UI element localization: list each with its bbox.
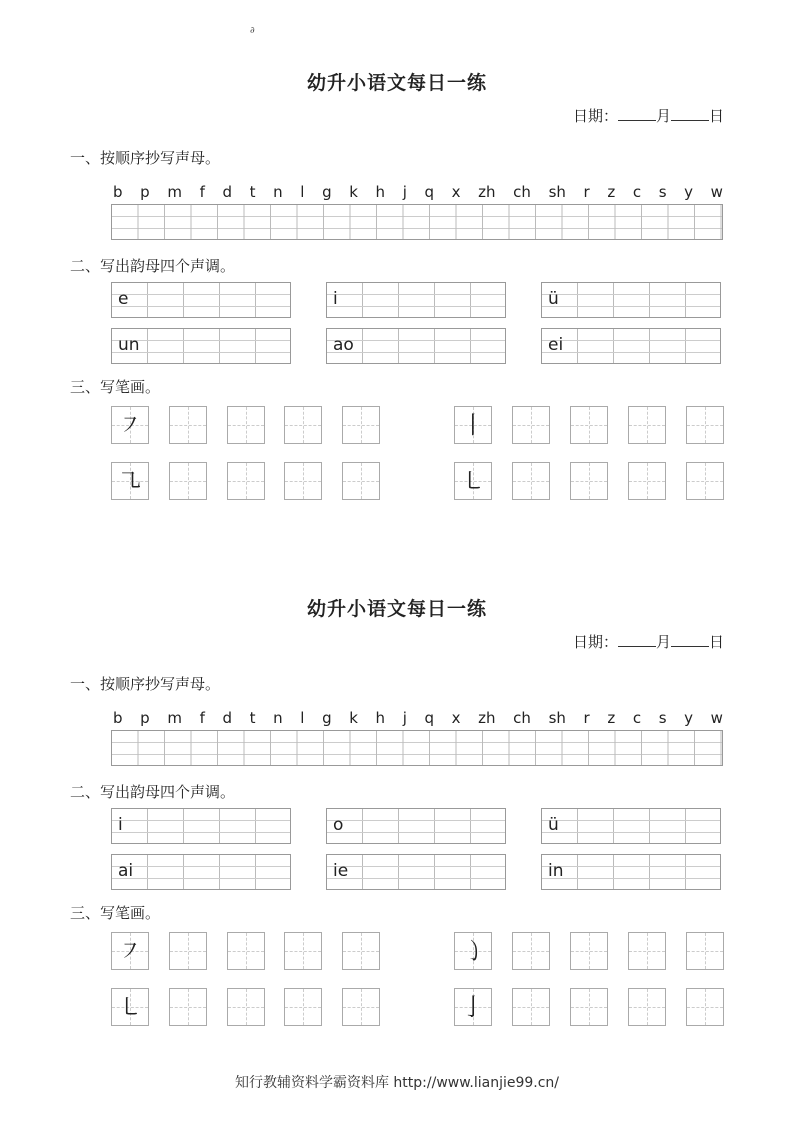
initial: h [375, 709, 386, 727]
vowel-label: i [118, 815, 123, 835]
vowel-label: ao [333, 335, 354, 355]
stroke-cell[interactable] [342, 406, 380, 444]
stroke-cell[interactable] [454, 932, 492, 970]
stroke-sample: ㇇ [118, 937, 142, 965]
month-label: 月 [655, 633, 671, 651]
initial: ch [513, 709, 531, 727]
initial: p [140, 183, 150, 201]
vowel-label: i [333, 289, 338, 309]
initial: ch [513, 183, 531, 201]
stroke-cell[interactable] [570, 462, 608, 500]
initial: t [249, 183, 256, 201]
initial: q [424, 709, 435, 727]
worksheet-1 [0, 0, 794, 520]
initial: w [710, 183, 723, 201]
stroke-sample: ㇇ [118, 411, 142, 439]
initial: d [222, 709, 232, 727]
initial: p [140, 709, 150, 727]
stroke-cell[interactable] [454, 406, 492, 444]
section-3-heading: 三、写笔画。 [70, 378, 161, 396]
stroke-cell[interactable] [227, 406, 265, 444]
date-line [573, 631, 724, 652]
vowel-writing-box[interactable] [111, 328, 291, 364]
initial: f [199, 709, 205, 727]
stroke-cell[interactable] [570, 988, 608, 1026]
initial: t [249, 709, 256, 727]
stroke-cell[interactable] [570, 932, 608, 970]
stroke-cell[interactable] [454, 988, 492, 1026]
stroke-cell[interactable] [512, 462, 550, 500]
section-2-heading: 二、写出韵母四个声调。 [70, 257, 236, 275]
vowel-writing-box[interactable] [541, 854, 721, 890]
initial: c [632, 183, 642, 201]
initial: y [684, 709, 694, 727]
vowel-label: o [333, 815, 344, 835]
vowel-writing-box[interactable] [111, 854, 291, 890]
section-2-heading: 二、写出韵母四个声调。 [70, 783, 236, 801]
stroke-cell[interactable] [454, 462, 492, 500]
stroke-cell[interactable] [512, 406, 550, 444]
vowel-label: ie [333, 861, 349, 881]
stroke-cell[interactable] [227, 988, 265, 1026]
vowel-label: ai [118, 861, 134, 881]
initial: x [451, 709, 461, 727]
initial: n [273, 183, 283, 201]
initial: q [424, 183, 435, 201]
initial: j [402, 183, 407, 201]
initial: k [349, 709, 358, 727]
month-blank[interactable] [618, 635, 656, 647]
vowel-label: e [118, 289, 129, 309]
vowel-writing-box[interactable] [111, 282, 291, 318]
vowel-writing-box[interactable] [326, 808, 506, 844]
vowel-label: ü [548, 815, 559, 835]
section-3-heading: 三、写笔画。 [70, 904, 161, 922]
stroke-cell[interactable] [628, 462, 666, 500]
initial: b [113, 183, 123, 201]
initials-copy-grid[interactable] [111, 730, 723, 766]
initial: h [375, 183, 386, 201]
vowel-writing-box[interactable] [326, 854, 506, 890]
initial: m [167, 183, 182, 201]
stroke-cell[interactable] [169, 988, 207, 1026]
stroke-cell[interactable] [628, 406, 666, 444]
initial: l [300, 183, 305, 201]
stroke-cell[interactable] [169, 932, 207, 970]
month-label: 月 [655, 107, 671, 125]
initial: r [583, 709, 590, 727]
vowel-label: in [548, 861, 564, 881]
date-label: 日期： [572, 633, 618, 651]
stroke-cell[interactable] [628, 988, 666, 1026]
corner-mark: ∂ [250, 26, 255, 36]
vowel-writing-box[interactable] [326, 328, 506, 364]
stroke-cell[interactable] [342, 988, 380, 1026]
stroke-cell[interactable] [169, 406, 207, 444]
initial: sh [548, 183, 566, 201]
initial: z [607, 709, 616, 727]
initial: w [710, 709, 723, 727]
stroke-cell[interactable] [686, 988, 724, 1026]
worksheet-title: 幼升小语文每日一练 [306, 598, 487, 620]
stroke-cell[interactable] [227, 932, 265, 970]
initial: zh [478, 183, 496, 201]
stroke-cell[interactable] [111, 462, 149, 500]
initial: j [402, 709, 407, 727]
stroke-cell[interactable] [628, 932, 666, 970]
initial: z [607, 183, 616, 201]
initial: m [167, 709, 182, 727]
stroke-cell[interactable] [686, 406, 724, 444]
stroke-sample: ㇄ [118, 993, 142, 1021]
stroke-cell[interactable] [342, 462, 380, 500]
initial: zh [478, 709, 496, 727]
stroke-cell[interactable] [570, 406, 608, 444]
day-label: 日 [708, 107, 724, 125]
initial: f [199, 183, 205, 201]
stroke-sample: ㇈ [118, 467, 142, 495]
stroke-cell[interactable] [512, 988, 550, 1026]
stroke-cell[interactable] [686, 932, 724, 970]
day-blank[interactable] [671, 635, 709, 647]
stroke-cell[interactable] [111, 932, 149, 970]
initial: b [113, 709, 123, 727]
stroke-cell[interactable] [111, 988, 149, 1026]
date-label: 日期： [572, 107, 618, 125]
stroke-cell[interactable] [342, 932, 380, 970]
stroke-sample: 丨 [461, 411, 485, 439]
stroke-cell[interactable] [284, 932, 322, 970]
date-line [573, 105, 724, 126]
initial: s [658, 183, 667, 201]
worksheet-title: 幼升小语文每日一练 [306, 72, 487, 94]
initial: r [583, 183, 590, 201]
stroke-cell[interactable] [284, 988, 322, 1026]
initial: y [684, 183, 694, 201]
footer-source: 知行教辅资料学霸资料库 http://www.lianjie99.cn/ [234, 1075, 560, 1091]
stroke-sample: 亅 [461, 993, 485, 1021]
initial: x [451, 183, 461, 201]
month-blank[interactable] [618, 109, 656, 121]
stroke-sample: ㇄ [461, 467, 485, 495]
vowel-writing-box[interactable] [541, 808, 721, 844]
stroke-cell[interactable] [686, 462, 724, 500]
initial: n [273, 709, 283, 727]
vowel-label: ü [548, 289, 559, 309]
initial: g [322, 183, 332, 201]
initial: c [632, 709, 642, 727]
vowel-writing-box[interactable] [326, 282, 506, 318]
initial: sh [548, 709, 566, 727]
vowel-label: un [118, 335, 140, 355]
initials-copy-grid[interactable] [111, 204, 723, 240]
initial: s [658, 709, 667, 727]
stroke-cell[interactable] [111, 406, 149, 444]
stroke-cell[interactable] [284, 406, 322, 444]
initial: g [322, 709, 332, 727]
initials-row [113, 709, 723, 727]
vowel-writing-box[interactable] [541, 282, 721, 318]
initial: k [349, 183, 358, 201]
stroke-cell[interactable] [169, 462, 207, 500]
initial: d [222, 183, 232, 201]
initial: l [300, 709, 305, 727]
initials-row [113, 183, 723, 201]
section-1-heading: 一、按顺序抄写声母。 [70, 149, 221, 167]
day-blank[interactable] [671, 109, 709, 121]
day-label: 日 [708, 633, 724, 651]
worksheet-2 [0, 526, 794, 1046]
stroke-cell[interactable] [227, 462, 265, 500]
vowel-writing-box[interactable] [111, 808, 291, 844]
stroke-sample: ㇁ [461, 937, 485, 965]
section-1-heading: 一、按顺序抄写声母。 [70, 675, 221, 693]
stroke-cell[interactable] [512, 932, 550, 970]
stroke-cell[interactable] [284, 462, 322, 500]
vowel-writing-box[interactable] [541, 328, 721, 364]
vowel-label: ei [548, 335, 564, 355]
